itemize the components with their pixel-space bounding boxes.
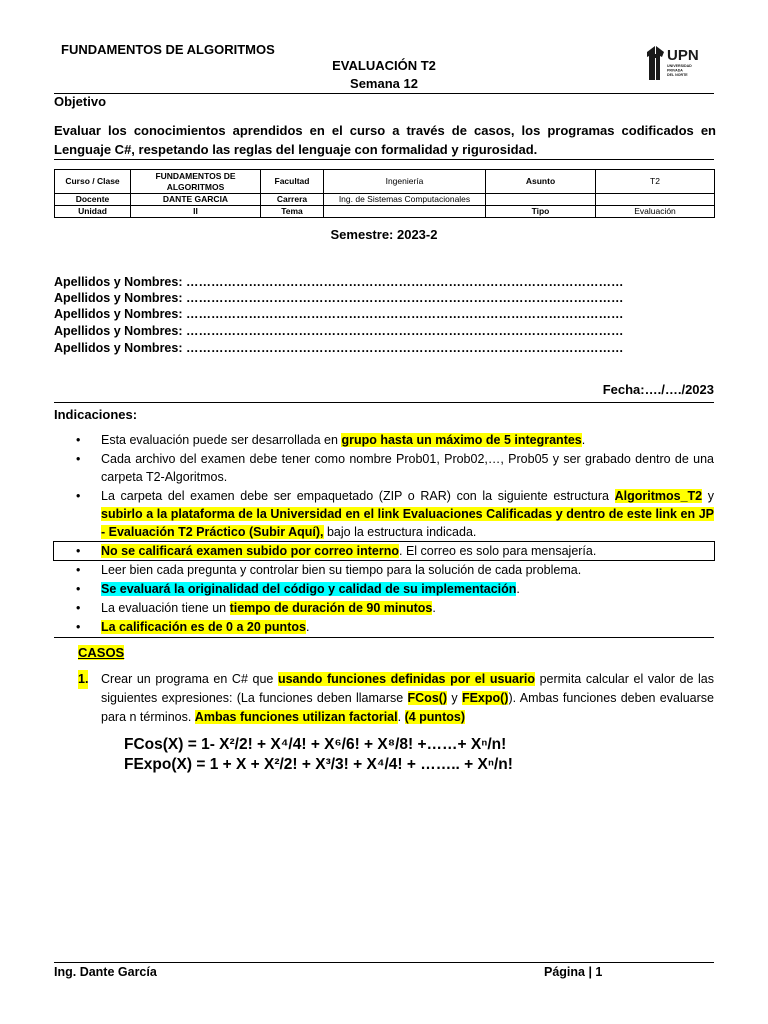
bullet-icon: • [76,582,81,596]
item-highlight: La calificación es de 0 a 20 puntos [101,620,306,634]
item-highlight: tiempo de duración de 90 minutos [229,601,433,615]
list-item [54,450,714,486]
table-cell: FUNDAMENTOS DE ALGORITMOS [131,170,261,194]
svg-text:DEL NORTE: DEL NORTE [667,73,688,77]
item-text: La carpeta del examen debe ser empaquetado (ZIP o RAR) con la siguiente estructura [101,489,615,503]
caso-text-part: y [447,691,462,705]
bullet-icon: • [76,544,81,558]
list-item [54,599,714,617]
list-item [54,580,714,598]
course-heading: FUNDAMENTOS DE ALGORITMOS [61,42,275,57]
logo-wordmark: UPN [667,47,699,64]
bullet-icon: • [76,452,81,466]
title-text: EVALUACIÓN T2 [332,58,436,73]
table-row [55,206,715,218]
item-text: . El correo es solo para mensajería. [399,544,597,558]
caso-text-part: . [397,710,405,724]
table-cell: II [131,206,261,218]
item-text: y [702,489,714,503]
list-item [54,542,714,560]
caso-highlight: usando funciones definidas por el usuario [277,672,535,686]
page-number: Página | 1 [544,965,603,979]
table-cell: Evaluación [596,206,715,218]
student-name-line[interactable]: Apellidos y Nombres: …………………………………………………………………………………………… [54,307,624,321]
item-highlight: subirlo a la plataforma de la Universidad en el link Evaluaciones Calificadas y dentro de este link en JP - Evaluación T2 Práctico (Subir Aquí), [101,507,714,539]
caso-text-part: ). Ambas funciones deben evaluarse para n términos. [101,691,714,724]
list-item [54,561,714,579]
student-name-line[interactable]: Apellidos y Nombres: …………………………………………………………………………………………… [54,291,624,305]
list-item [54,487,714,541]
student-name-line[interactable]: Apellidos y Nombres: …………………………………………………………………………………………… [54,324,624,338]
caso-highlight: FCos() [407,691,448,705]
indicaciones-list [54,431,714,637]
item-text: Esta evaluación puede ser desarrollada en [101,433,342,447]
objetivo-label: Objetivo [54,94,107,109]
item-text: . [305,620,310,634]
footer-author: Ing. Dante García [54,965,157,979]
table-cell: Tipo [486,206,596,218]
caso-text-part: permita calcular el valor de las siguientes expresiones: (La funciones deben llamarse [101,672,714,705]
caso-highlight: FExpo() [461,691,509,705]
bullet-icon: • [76,489,81,503]
item-highlight: grupo hasta un máximo de 5 integrantes [341,433,582,447]
caso-text [101,670,714,727]
list-item [54,431,714,449]
table-cell: Unidad [55,206,131,218]
objetivo-text: Evaluar los conocimientos aprendidos en el curso a través de casos, los programas codificados en Lenguaje C#, respetando las reglas del lenguaje con formalidad y rigurosidad. [54,123,716,157]
table-cell: DANTE GARCIA [131,194,261,206]
item-text: . [516,582,520,596]
bullet-icon: • [76,563,81,577]
table-cell: Ing. de Sistemas Computacionales [324,194,486,206]
student-name-line[interactable]: Apellidos y Nombres: …………………………………………………………………………………………… [54,341,624,355]
table-cell: Asunto [486,170,596,194]
item-text: Cada archivo del examen debe tener como nombre Prob01, Prob02,…, Prob05 y ser grabado dentro de una carpeta T2-Algoritmos. [101,452,714,484]
caso-number: 1. [78,670,88,689]
table-row [55,194,715,206]
table-cell [596,194,715,206]
table-cell: Tema [261,206,324,218]
list-item [54,618,714,636]
header-divider [54,93,714,94]
table-cell: Facultad [261,170,324,194]
objetivo-divider [54,159,714,160]
bullet-icon: • [76,601,81,615]
item-highlight: Se evaluará la originalidad del código y calidad de su implementación [101,582,517,596]
caso-text-part: Crear un programa en C# que [101,672,278,686]
bullet-icon: • [76,620,81,634]
item-text: Leer bien cada pregunta y controlar bien su tiempo para la solución de cada problema. [101,563,582,577]
indicaciones-label: Indicaciones: [54,407,138,422]
casos-label: CASOS [78,645,125,660]
table-cell [486,194,596,206]
item-text: bajo la estructura indicada. [323,525,477,539]
item-highlight: Algoritmos_T2 [614,489,703,503]
bullet-icon: • [76,433,81,447]
item-text: . [432,601,436,615]
week-text: Semana 12 [350,76,418,91]
fecha-divider [54,402,714,403]
caso-1 [78,670,714,727]
svg-text:UNIVERSIDAD: UNIVERSIDAD [667,64,692,68]
table-cell: Carrera [261,194,324,206]
svg-text:PRIVADA: PRIVADA [667,68,683,73]
table-cell: T2 [596,170,715,194]
table-cell: Docente [55,194,131,206]
indicaciones-divider [54,637,714,638]
item-highlight: No se calificará examen subido por correo interno [101,544,400,558]
fecha-field[interactable]: Fecha:…./…./2023 [602,382,714,397]
table-cell: Ingeniería [324,170,486,194]
semestre-label: Semestre: 2023-2 [330,227,438,242]
footer-divider [54,962,714,963]
caso-highlight: Ambas funciones utilizan factorial [194,710,398,724]
item-text: La evaluación tiene un [101,601,230,615]
course-info-table [54,169,715,218]
upn-logo [645,46,707,82]
item-text: . [581,433,586,447]
fexpo-formula: FExpo(X) = 1 + X + X²/2! + X³/3! + X⁴/4! + …….. + Xⁿ/n! [124,756,513,773]
student-name-line[interactable]: Apellidos y Nombres: …………………………………………………………………………………………… [54,275,624,289]
table-row [55,170,715,194]
table-cell [324,206,486,218]
caso-highlight: (4 puntos) [404,710,465,724]
table-cell: Curso / Clase [55,170,131,194]
fcos-formula: FCos(X) = 1- X²/2! + X⁴/4! + X⁶/6! + X⁸/8! +……+ Xⁿ/n! [124,736,507,753]
